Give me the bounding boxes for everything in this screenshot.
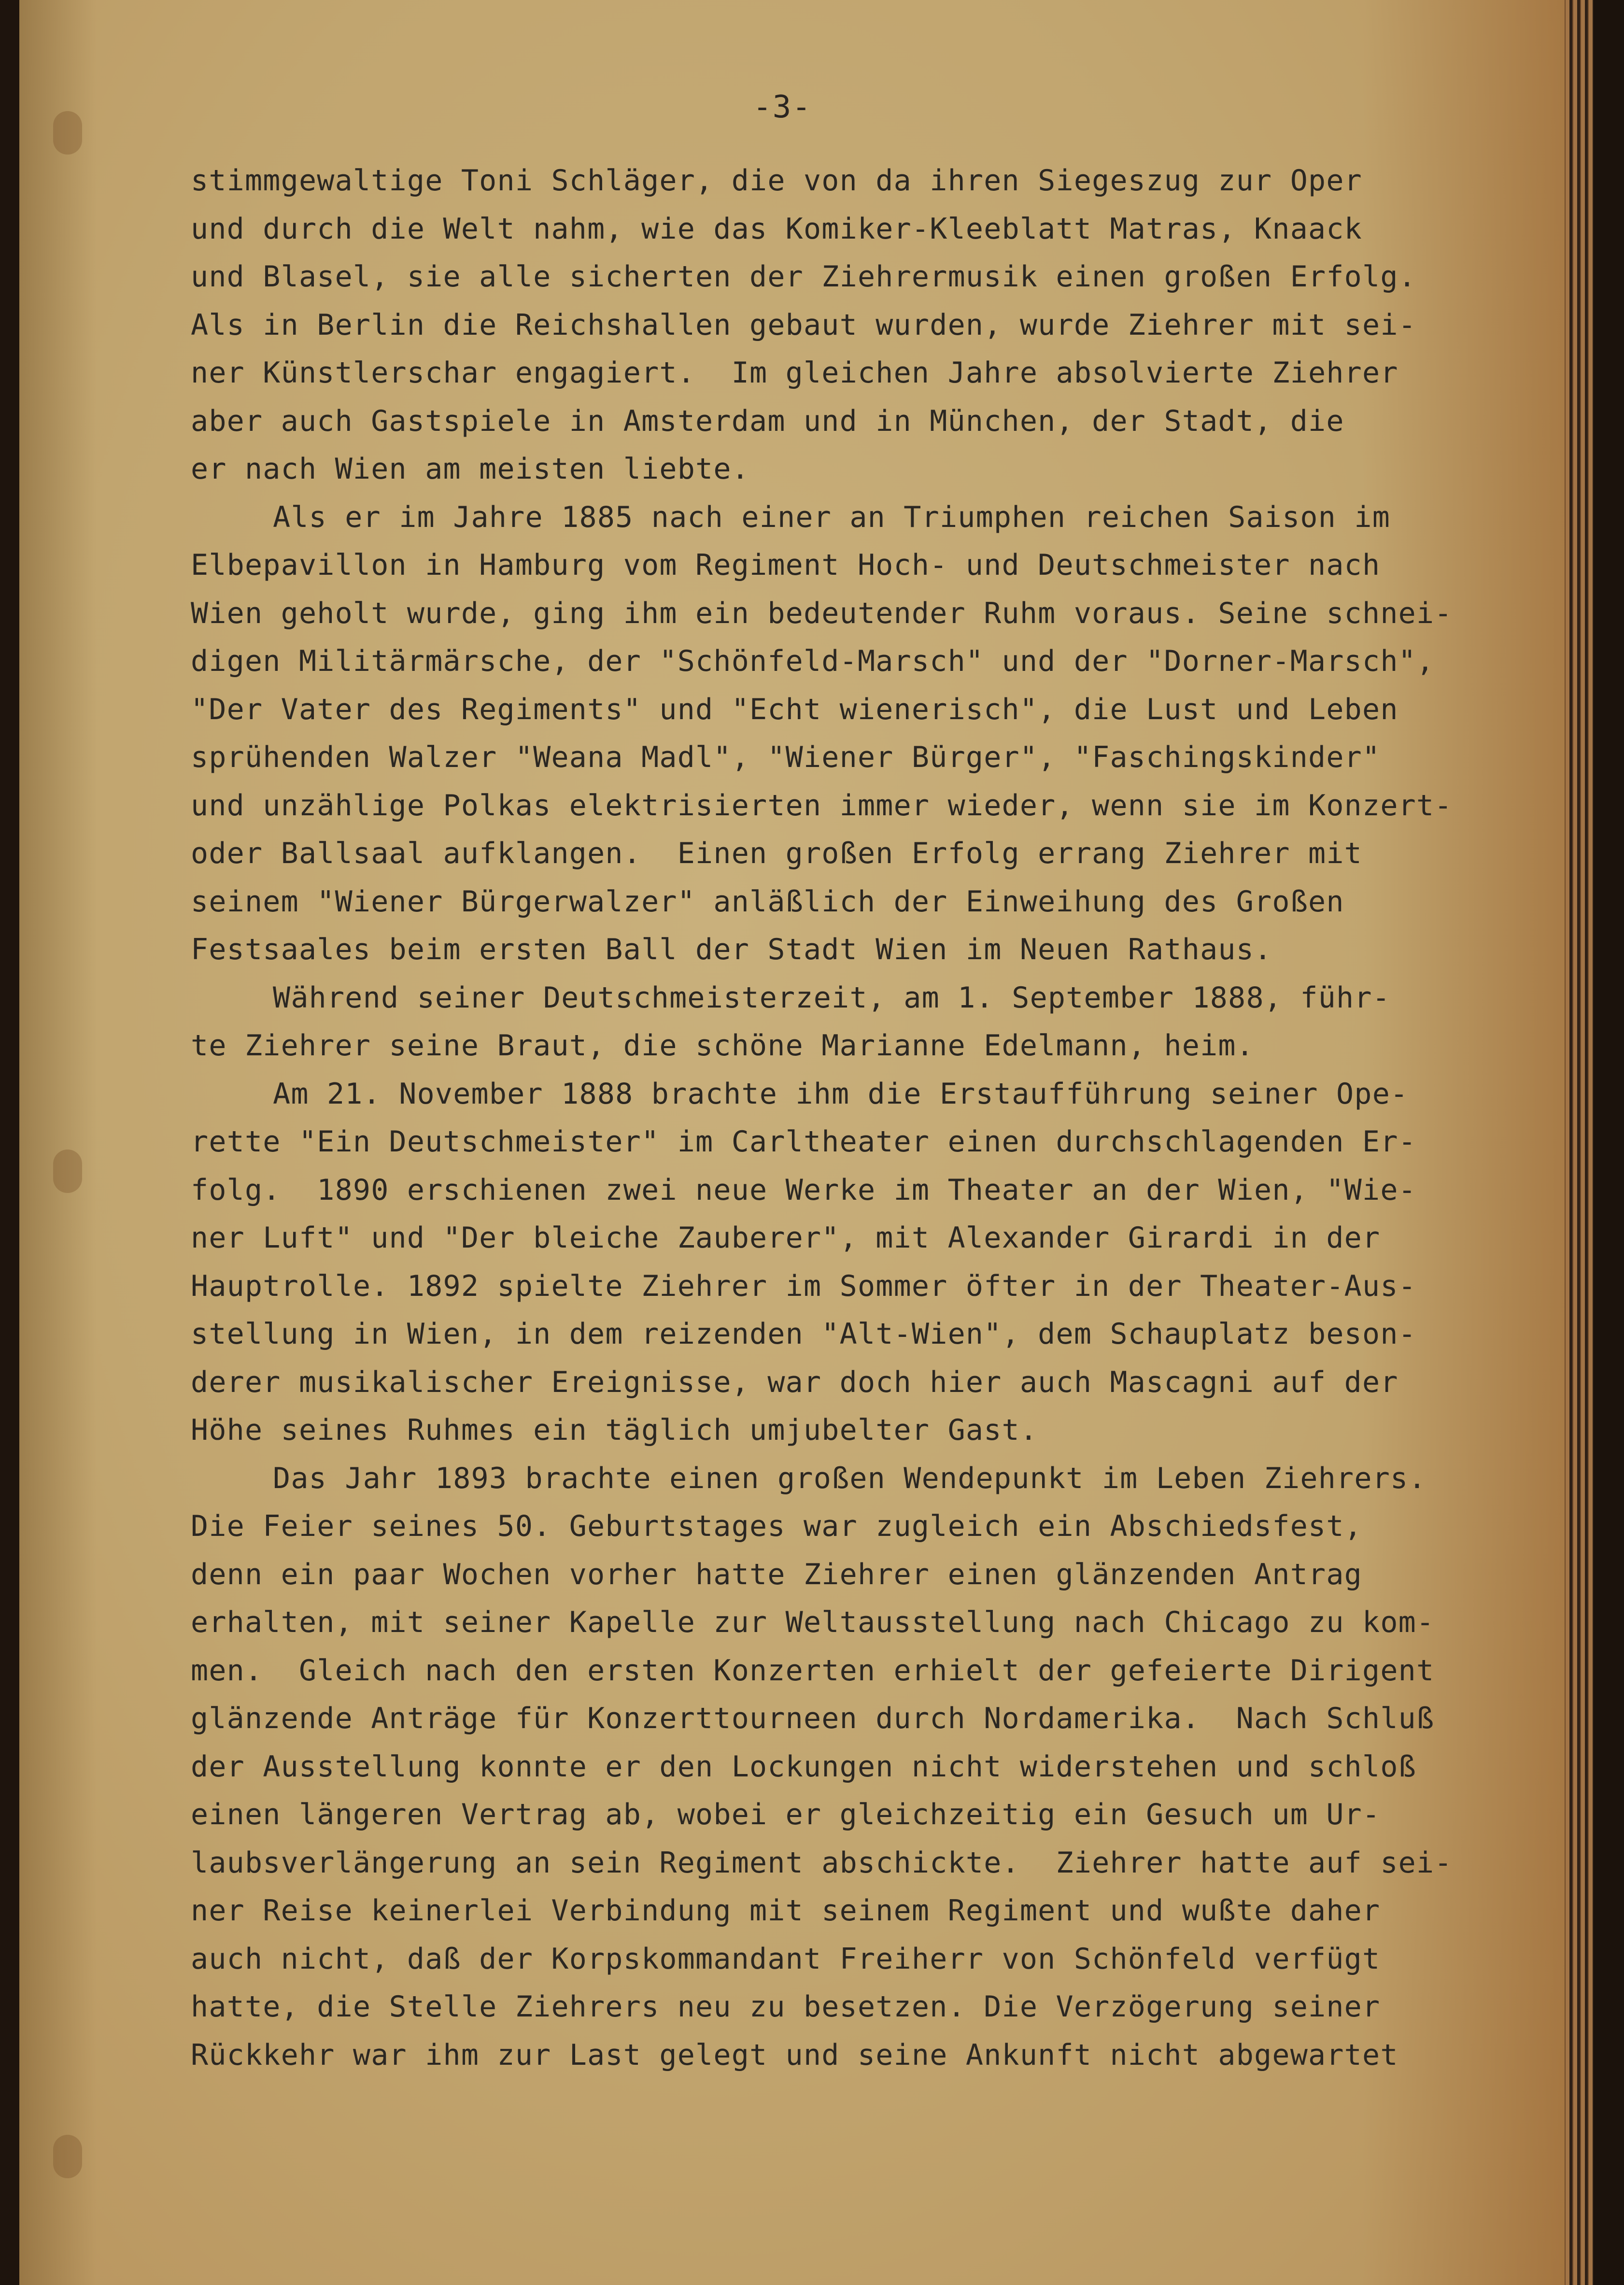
typewritten-page [19, 0, 1565, 2285]
text-line: stimmgewaltige Toni Schläger, die von da ihren Siegeszug zur Oper [191, 164, 1362, 198]
text-line: Die Feier seines 50. Geburtstages war zugleich ein Abschiedsfest, [191, 1509, 1362, 1543]
page-stack-edge [1580, 0, 1585, 2285]
text-line: Während seiner Deutschmeisterzeit, am 1. September 1888, führ- [273, 980, 1391, 1015]
page-number: -3- [753, 89, 812, 125]
text-line: hatte, die Stelle Ziehrers neu zu besetzen. Die Verzögerung seiner [191, 1990, 1381, 2024]
text-line: stellung in Wien, in dem reizenden "Alt-Wien", dem Schauplatz beson- [191, 1317, 1416, 1351]
text-line: glänzende Anträge für Konzerttourneen durch Nordamerika. Nach Schluß [191, 1702, 1435, 1735]
text-line: einen längeren Vertrag ab, wobei er gleichzeitig ein Gesuch um Ur- [191, 1798, 1381, 1831]
text-line: und unzählige Polkas elektrisierten immer wieder, wenn sie im Konzert- [191, 788, 1453, 823]
text-line: aber auch Gastspiele in Amsterdam und in München, der Stadt, die [191, 404, 1344, 438]
text-line: Elbepavillon in Hamburg vom Regiment Hoch- und Deutschmeister nach [191, 548, 1381, 582]
text-line: Hauptrolle. 1892 spielte Ziehrer im Sommer öfter in der Theater-Aus- [191, 1269, 1416, 1303]
page-stack-edge [1572, 0, 1577, 2285]
text-line: und Blasel, sie alle sicherten der Ziehrermusik einen großen Erfolg. [191, 260, 1416, 294]
text-line: er nach Wien am meisten liebte. [191, 452, 750, 486]
text-line: derer musikalischer Ereignisse, war doch hier auch Mascagni auf der [191, 1365, 1398, 1399]
text-line: Wien geholt wurde, ging ihm ein bedeutender Ruhm voraus. Seine schnei- [191, 596, 1453, 630]
body-text [191, 157, 1582, 2079]
text-line: Am 21. November 1888 brachte ihm die Erstaufführung seiner Ope- [273, 1077, 1409, 1111]
text-line: ner Luft" und "Der bleiche Zauberer", mit Alexander Girardi in der [191, 1221, 1381, 1255]
text-line: ner Reise keinerlei Verbindung mit seinem Regiment und wußte daher [191, 1894, 1381, 1928]
text-line: auch nicht, daß der Korpskommandant Freiherr von Schönfeld verfügt [191, 1942, 1381, 1976]
text-line: seinem "Wiener Bürgerwalzer" anläßlich der Einweihung des Großen [191, 884, 1344, 919]
binding-hole-bottom [53, 2135, 82, 2178]
text-line: Das Jahr 1893 brachte einen großen Wendepunkt im Leben Ziehrers. [273, 1461, 1426, 1495]
text-line: erhalten, mit seiner Kapelle zur Weltausstellung nach Chicago zu kom- [191, 1605, 1435, 1639]
text-line: Festsaales beim ersten Ball der Stadt Wien im Neuen Rathaus. [191, 933, 1272, 966]
text-line: laubsverlängerung an sein Regiment abschickte. Ziehrer hatte auf sei- [191, 1845, 1453, 1880]
text-line: denn ein paar Wochen vorher hatte Ziehrer einen glänzenden Antrag [191, 1557, 1362, 1591]
scanner-right-border [1594, 0, 1624, 2285]
text-line: sprühenden Walzer "Weana Madl", "Wiener Bürger", "Faschingskinder" [191, 740, 1381, 774]
text-line: ner Künstlerschar engagiert. Im gleichen Jahre absolvierte Ziehrer [191, 356, 1398, 390]
text-line: Als er im Jahre 1885 nach einer an Triumphen reichen Saison im [273, 500, 1391, 534]
text-line: rette "Ein Deutschmeister" im Carltheater einen durchschlagenden Er- [191, 1125, 1416, 1159]
text-line: Als in Berlin die Reichshallen gebaut wurden, wurde Ziehrer mit sei- [191, 308, 1416, 342]
text-line: folg. 1890 erschienen zwei neue Werke im Theater an der Wien, "Wie- [191, 1173, 1416, 1207]
text-line: "Der Vater des Regiments" und "Echt wienerisch", die Lust und Leben [191, 692, 1398, 726]
text-line: te Ziehrer seine Braut, die schöne Marianne Edelmann, heim. [191, 1029, 1255, 1063]
scanner-left-border [0, 0, 19, 2285]
page-stack-edge [1565, 0, 1569, 2285]
binding-hole-middle [53, 1150, 82, 1193]
text-line: und durch die Welt nahm, wie das Komiker-Kleeblatt Matras, Knaack [191, 212, 1362, 246]
text-line: der Ausstellung konnte er den Lockungen nicht widerstehen und schloß [191, 1749, 1416, 1784]
text-line: digen Militärmärsche, der "Schönfeld-Marsch" und der "Dorner-Marsch", [191, 644, 1435, 678]
binding-hole-top [53, 111, 82, 155]
page-stack-edge [1588, 0, 1593, 2285]
text-line: oder Ballsaal aufklangen. Einen großen Erfolg errang Ziehrer mit [191, 837, 1362, 870]
text-line: Höhe seines Ruhmes ein täglich umjubelter Gast. [191, 1413, 1038, 1447]
text-line: men. Gleich nach den ersten Konzerten erhielt der gefeierte Dirigent [191, 1653, 1435, 1688]
text-line: Rückkehr war ihm zur Last gelegt und seine Ankunft nicht abgewartet [191, 2038, 1398, 2072]
